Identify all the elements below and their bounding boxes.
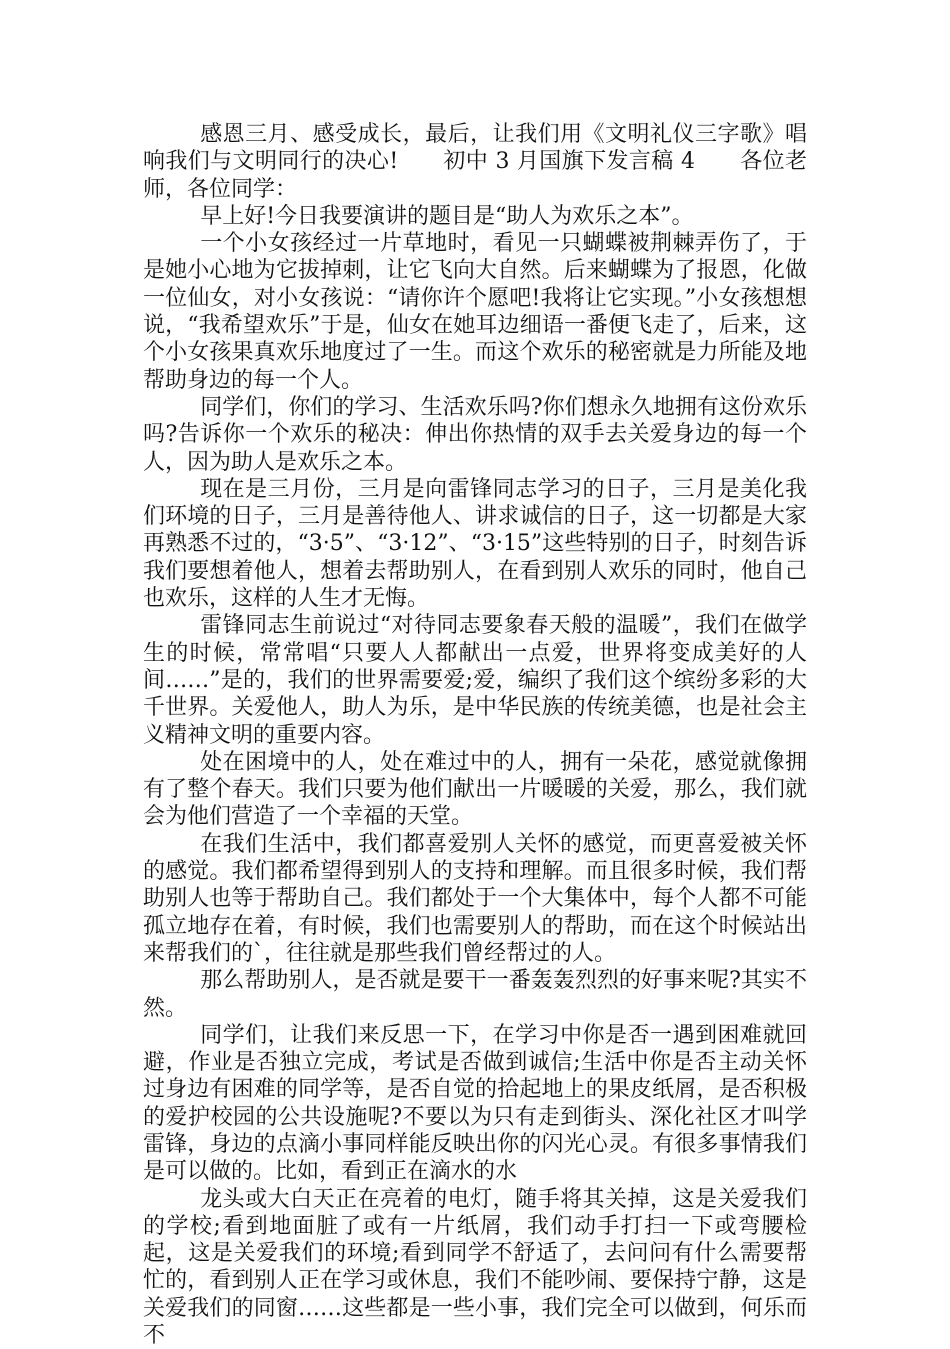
paragraph-3: 一个小女孩经过一片草地时，看见一只蝴蝶被荆棘弄伤了，于是她小心地为它拔掉刺，让它飞向大自然。后来蝴蝶为了报恩，化做一位仙女，对小女孩说：“请你许个愿吧!我将让它实现。”小女孩想想说，“我希望欢乐”于是，仙女在她耳边细语一番便飞走了，后来，这个小女孩果真欢乐地度过了一生。而这个欢乐的秘密就是力所能及地帮助身边的每一个人。 (143, 231, 807, 393)
paragraph-4: 同学们，你们的学习、生活欢乐吗?你们想永久地拥有这份欢乐吗?告诉你一个欢乐的秘决：伸出你热情的双手去关爱身边的每一个人，因为助人是欢乐之本。 (143, 394, 807, 475)
paragraph-7: 处在困境中的人，处在难过中的人，拥有一朵花，感觉就像拥有了整个春天。我们只要为他们献出一片暖暖的关爱，那么，我们就会为他们营造了一个幸福的天堂。 (143, 749, 807, 830)
paragraph-1: 感恩三月、感受成长，最后，让我们用《文明礼仪三字歌》唱响我们与文明同行的决心! 初中 3 月国旗下发言稿 4 各位老师，各位同学： (143, 122, 807, 202)
document-page (143, 121, 807, 1349)
paragraph-10: 同学们，让我们来反思一下，在学习中你是否一遇到困难就回避，作业是否独立完成，考试是否做到诚信;生活中你是否主动关怀过身边有困难的同学等，是否自觉的拾起地上的果皮纸屑，是否积极的爱护校园的公共设施呢?不要以为只有走到街头、深化社区才叫学雷锋，身边的点滴小事同样能反映出你的闪光心灵。有很多事情我们是可以做的。比如，看到正在滴水的水 (143, 1022, 807, 1185)
paragraph-11: 龙头或大白天正在亮着的电灯，随手将其关掉，这是关爱我们的学校;看到地面脏了或有一片纸屑，我们动手打扫一下或弯腰检起，这是关爱我们的环境;看到同学不舒适了，去问问有什么需要帮忙的，看到别人正在学习或休息，我们不能吵闹、要保持宁静，这是关爱我们的同窗……这些都是一些小事，我们完全可以做到，何乐而不 (143, 1186, 807, 1349)
paragraph-9: 那么帮助别人，是否就是要干一番轰轰烈烈的好事来呢?其实不然。 (143, 968, 807, 1021)
paragraph-6: 雷锋同志生前说过“对待同志要象春天般的温暖”，我们在做学生的时候，常常唱“只要人人都献出一点爱，世界将变成美好的人间……”是的，我们的世界需要爱;爱，编织了我们这个缤纷多彩的大千世界。关爱他人，助人为乐，是中华民族的传统美德，也是社会主义精神文明的重要内容。 (143, 613, 807, 748)
paragraph-8: 在我们生活中，我们都喜爱别人关怀的感觉，而更喜爱被关怀的感觉。我们都希望得到别人的支持和理解。而且很多时候，我们帮助别人也等于帮助自己。我们都处于一个大集体中，每个人都不可能孤立地存在着，有时候，我们也需要别人的帮助，而在这个时候站出来帮我们的`，往往就是那些我们曾经帮过的人。 (143, 831, 807, 966)
paragraph-2: 早上好!今日我要演讲的题目是“助人为欢乐之本”。 (200, 203, 694, 229)
paragraph-5: 现在是三月份，三月是向雷锋同志学习的日子，三月是美化我们环境的日子，三月是善待他人、讲求诚信的日子，这一切都是大家再熟悉不过的，“3·5”、“3·12”、“3·15”这些特别的日子，时刻告诉我们要想着他人，想着去帮助别人，在看到别人欢乐的同时，他自己也欢乐，这样的人生才无悔。 (143, 476, 807, 612)
